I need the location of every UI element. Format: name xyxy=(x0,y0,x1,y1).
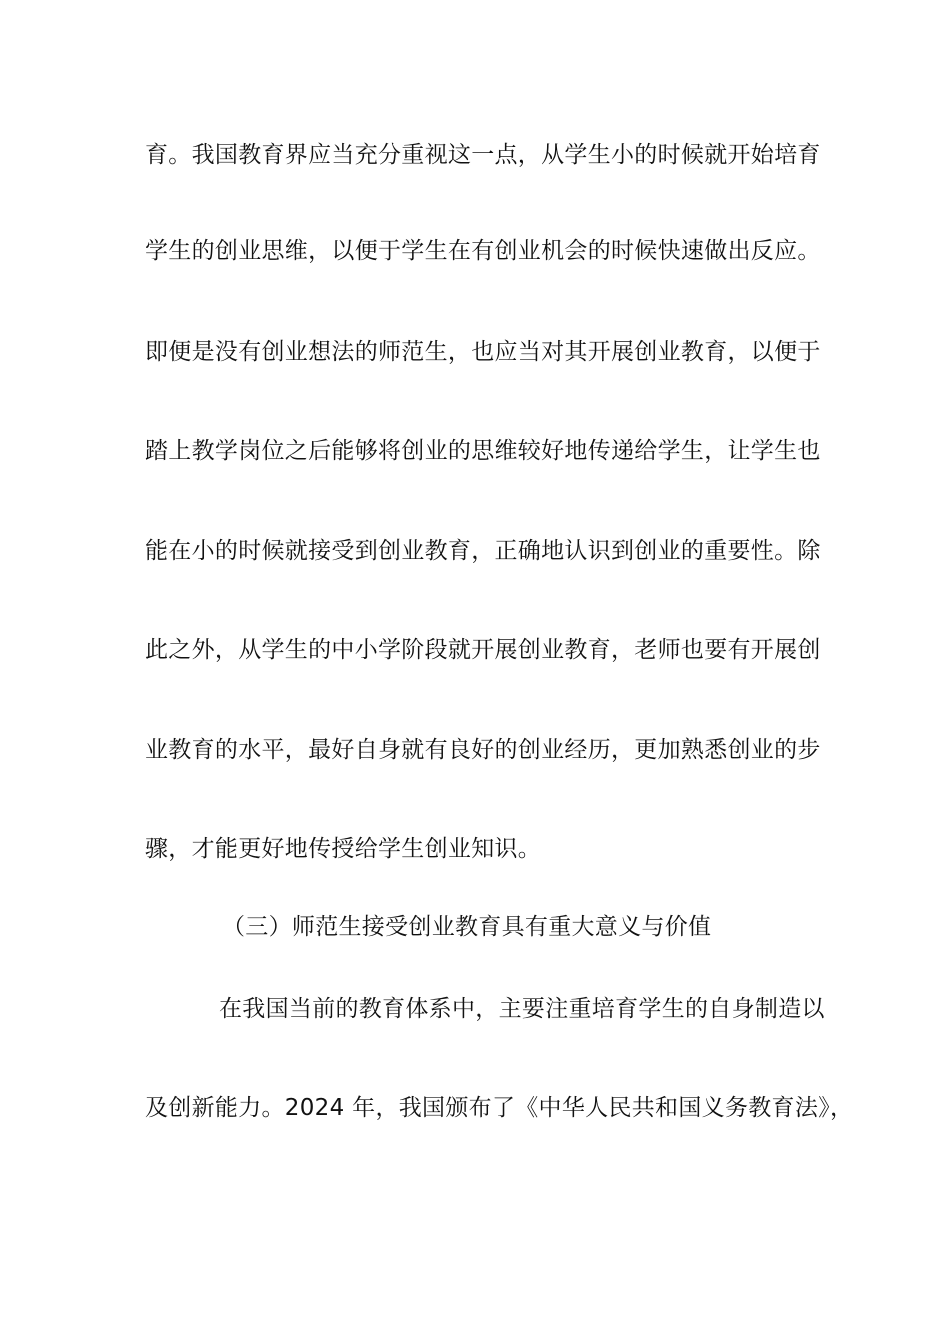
paragraph-line: 及创新能力。2024 年，我国颁布了《中华人民共和国义务教育法》， xyxy=(145,1095,854,1121)
paragraph-line: 业教育的水平，最好自身就有良好的创业经历，更加熟悉创业的步 xyxy=(145,737,821,763)
paragraph-line: 学生的创业思维，以便于学生在有创业机会的时候快速做出反应。 xyxy=(145,238,821,264)
paragraph-line: 在我国当前的教育体系中，主要注重培育学生的自身制造以 xyxy=(219,996,825,1022)
paragraph-line: 骤，才能更好地传授给学生创业知识。 xyxy=(145,836,542,862)
section-heading: （三）师范生接受创业教育具有重大意义与价值 xyxy=(222,914,712,940)
paragraph-line: 此之外，从学生的中小学阶段就开展创业教育，老师也要有开展创 xyxy=(145,637,821,663)
paragraph-line: 育。我国教育界应当充分重视这一点，从学生小的时候就开始培育 xyxy=(145,142,821,168)
paragraph-line: 踏上教学岗位之后能够将创业的思维较好地传递给学生，让学生也 xyxy=(145,438,821,464)
paragraph-line: 能在小的时候就接受到创业教育，正确地认识到创业的重要性。除 xyxy=(145,538,821,564)
paragraph-line: 即便是没有创业想法的师范生，也应当对其开展创业教育，以便于 xyxy=(145,339,821,365)
